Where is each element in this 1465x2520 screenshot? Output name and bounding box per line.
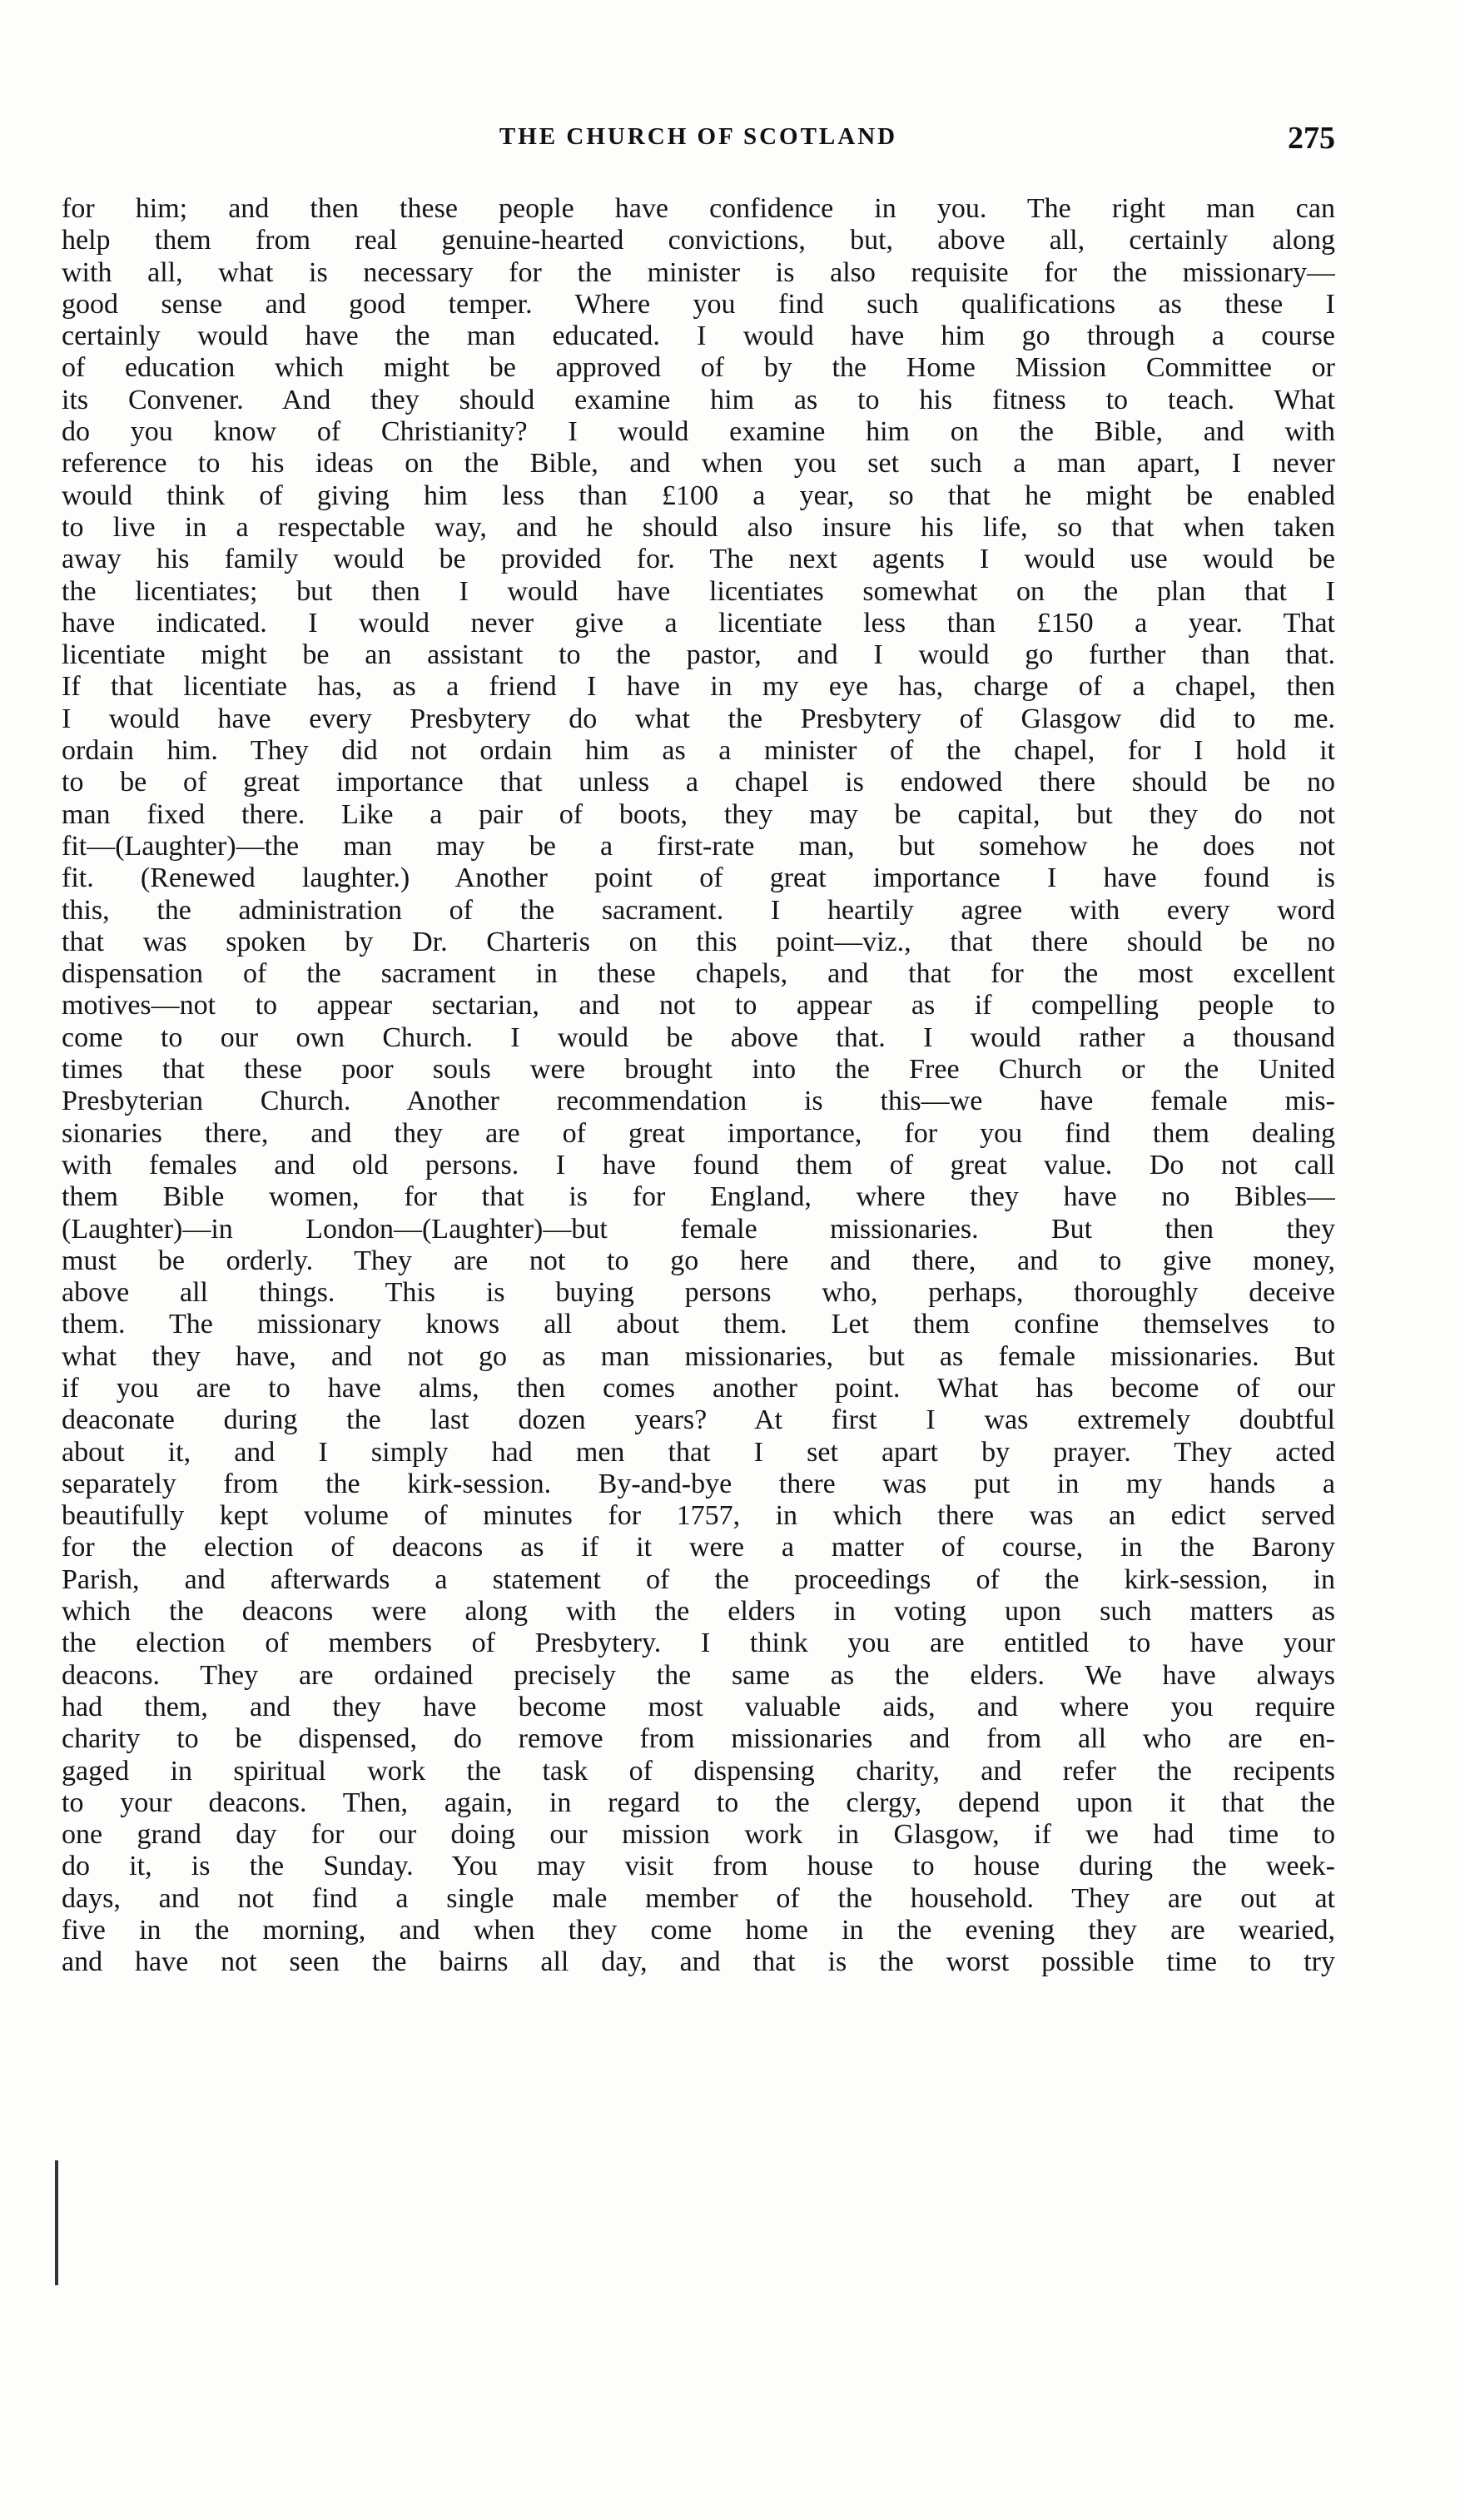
text-line: (Laughter)—in London—(Laughter)—but female missionaries. But then they xyxy=(62,1213,1335,1245)
text-line: with females and old persons. I have found them of great value. Do not call xyxy=(62,1149,1335,1180)
text-line: to live in a respectable way, and he should also insure his life, so that when taken xyxy=(62,511,1335,543)
text-line: the licentiates; but then I would have licentiates somewhat on the plan that I xyxy=(62,575,1335,607)
text-line: one grand day for our doing our mission work in Glasgow, if we had time to xyxy=(62,1819,1335,1851)
text-line: of education which might be approved of by the Home Mission Committee or xyxy=(62,352,1335,384)
text-line: about it, and I simply had men that I set apart by prayer. They acted xyxy=(62,1436,1335,1468)
text-line: which the deacons were along with the elders in voting upon such matters as xyxy=(62,1596,1335,1628)
text-line: would think of giving him less than £100 a year, so that he might be enabled xyxy=(62,480,1335,511)
text-line: do you know of Christianity? I would examine him on the Bible, and with xyxy=(62,416,1335,448)
text-line: fit. (Renewed laughter.) Another point of great importance I have found is xyxy=(62,862,1335,894)
text-line: dispensation of the sacrament in these chapels, and that for the most excellent xyxy=(62,958,1335,990)
text-line: its Convener. And they should examine him as to his fitness to teach. What xyxy=(62,384,1335,415)
text-line: licentiate might be an assistant to the pastor, and I would go further than that. xyxy=(62,639,1335,671)
text-line: fit—(Laughter)—the man may be a first-rate man, but somehow he does not xyxy=(62,830,1335,862)
text-line: separately from the kirk-session. By-and-bye there was put in my hands a xyxy=(62,1468,1335,1499)
text-line: away his family would be provided for. The next agents I would use would be xyxy=(62,544,1335,575)
text-line: certainly would have the man educated. I would have him go through a course xyxy=(62,321,1335,352)
text-line: charity to be dispensed, do remove from missionaries and from all who are en- xyxy=(62,1723,1335,1755)
text-line: that was spoken by Dr. Charteris on this point—viz., that there should be no xyxy=(62,926,1335,957)
text-line: them Bible women, for that is for England, where they have no Bibles— xyxy=(62,1181,1335,1213)
text-line: help them from real genuine-hearted convictions, but, above all, certainly along xyxy=(62,225,1335,256)
text-line: the election of members of Presbytery. I think you are entitled to have your xyxy=(62,1628,1335,1659)
text-line: if you are to have alms, then comes another point. What has become of our xyxy=(62,1372,1335,1404)
text-line: Parish, and afterwards a statement of the proceedings of the kirk-session, in xyxy=(62,1563,1335,1595)
text-line: five in the morning, and when they come home in the evening they are wearied, xyxy=(62,1915,1335,1946)
text-line: had them, and they have become most valuable aids, and where you require xyxy=(62,1691,1335,1722)
text-line: have indicated. I would never give a licentiate less than £150 a year. That xyxy=(62,607,1335,639)
text-line: gaged in spiritual work the task of dispensing charity, and refer the recipents xyxy=(62,1755,1335,1787)
text-line: If that licentiate has, as a friend I have in my eye has, charge of a chapel, then xyxy=(62,671,1335,703)
text-line: this, the administration of the sacrament. I heartily agree with every word xyxy=(62,894,1335,926)
page-header xyxy=(62,123,1335,165)
text-line: times that these poor souls were brought into the Free Church or the United xyxy=(62,1054,1335,1086)
text-line: do it, is the Sunday. You may visit from house to house during the week- xyxy=(62,1851,1335,1882)
text-line: man fixed there. Like a pair of boots, they may be capital, but they do not xyxy=(62,798,1335,830)
text-line: sionaries there, and they are of great importance, for you find them dealing xyxy=(62,1117,1335,1149)
text-line: to your deacons. Then, again, in regard to the clergy, depend upon it that the xyxy=(62,1787,1335,1818)
text-line: reference to his ideas on the Bible, and when you set such a man apart, I never xyxy=(62,448,1335,480)
text-line: what they have, and not go as man missionaries, but as female missionaries. But xyxy=(62,1340,1335,1372)
text-line: to be of great importance that unless a chapel is endowed there should be no xyxy=(62,767,1335,798)
text-line: deacons. They are ordained precisely the same as the elders. We have always xyxy=(62,1659,1335,1691)
page-number: 275 xyxy=(1288,121,1335,156)
text-line: above all things. This is buying persons who, perhaps, thoroughly deceive xyxy=(62,1277,1335,1309)
text-line: must be orderly. They are not to go here and there, and to give money, xyxy=(62,1245,1335,1276)
text-line: and have not seen the bairns all day, and that is the worst possible time to try xyxy=(62,1946,1335,1978)
text-line: ordain him. They did not ordain him as a minister of the chapel, for I hold it xyxy=(62,735,1335,767)
text-line: Presbyterian Church. Another recommendation is this—we have female mis- xyxy=(62,1086,1335,1117)
text-line: motives—not to appear sectarian, and not to appear as if compelling people to xyxy=(62,990,1335,1021)
text-line: with all, what is necessary for the minister is also requisite for the missionary— xyxy=(62,256,1335,288)
text-line: come to our own Church. I would be above that. I would rather a thousand xyxy=(62,1021,1335,1053)
text-line: beautifully kept volume of minutes for 1757, in which there was an edict served xyxy=(62,1500,1335,1532)
running-title: THE CHURCH OF SCOTLAND xyxy=(499,123,898,150)
body-text xyxy=(62,193,1335,1979)
margin-bracket-mark xyxy=(55,2160,58,2285)
text-line: days, and not find a single male member of the household. They are out at xyxy=(62,1882,1335,1914)
text-line: them. The missionary knows all about them. Let them confine themselves to xyxy=(62,1309,1335,1340)
text-line: for the election of deacons as if it were a matter of course, in the Barony xyxy=(62,1532,1335,1563)
text-line: good sense and good temper. Where you find such qualifications as these I xyxy=(62,288,1335,320)
text-line: deaconate during the last dozen years? At first I was extremely doubtful xyxy=(62,1404,1335,1436)
text-line: I would have every Presbytery do what the Presbytery of Glasgow did to me. xyxy=(62,703,1335,734)
text-line: for him; and then these people have confidence in you. The right man can xyxy=(62,193,1335,224)
